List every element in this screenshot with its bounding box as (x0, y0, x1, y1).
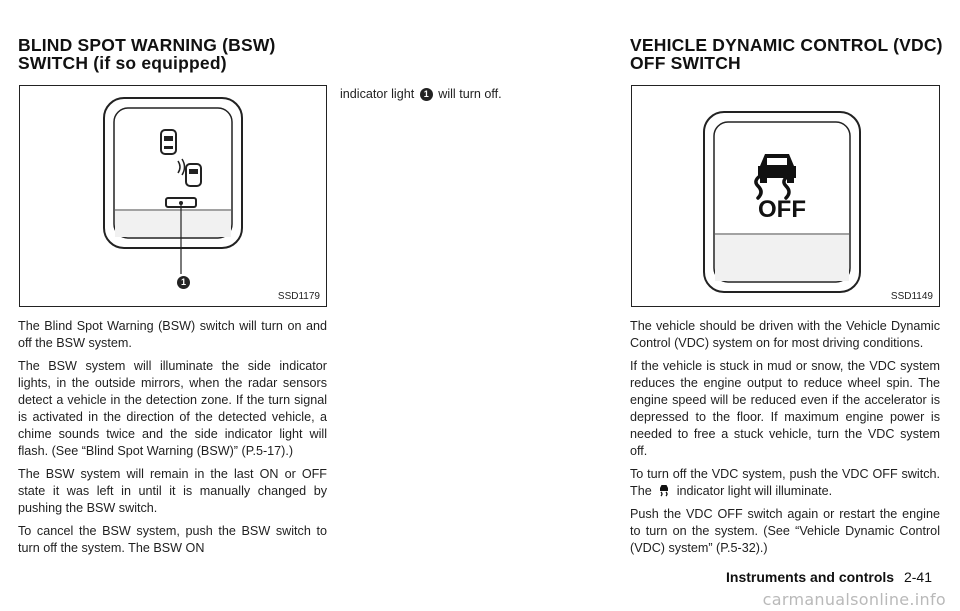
bsw-body (18, 318, 327, 563)
bsw-continued-text (340, 86, 630, 103)
bsw-switch-figure (19, 85, 327, 307)
bsw-callout-1: 1 (177, 276, 190, 289)
bsw-button-lower-shade (115, 211, 231, 237)
bsw-paragraph-2: The BSW system will illuminate the side indicator lights, in the outside mirrors, when the radar sensors detect a vehicle in the detection zone. If the turn signal is activated in the direction of the detected vehicle, a chime sounds twice and the side indicator light will flash. (See “Blind Spot Warning (BSW)” (P.5-17).) (18, 359, 327, 458)
bsw-figure-caption: SSD1179 (277, 291, 320, 302)
vdc-heading-line1: VEHICLE DYNAMIC CONTROL (VDC) (630, 35, 943, 55)
bsw-paragraph-3: The BSW system will remain in the last ON or OFF state it was left in until it is manually changed by pushing the BSW switch. (18, 467, 327, 515)
bsw-heading (18, 36, 276, 72)
vdc-body (630, 318, 940, 563)
vdc-switch-figure (631, 85, 940, 307)
bsw-paragraph-1: The Blind Spot Warning (BSW) switch will turn on and off the BSW system. (18, 319, 327, 350)
vdc-indicator-icon (657, 483, 671, 497)
bsw-callout-dot (179, 201, 183, 205)
vdc-paragraph-4: Push the VDC OFF switch again or restart the engine to turn on the system. (See “Vehicle Dynamic Control (VDC) system” (P.5-32).) (630, 507, 940, 555)
vdc-button-lower-shade (715, 235, 849, 281)
vdc-p3-before: To turn off the VDC system, push the VDC OFF switch. The (630, 467, 940, 498)
bsw-paragraph-4: To cancel the BSW system, push the BSW switch to turn off the system. The BSW ON (18, 524, 327, 555)
indicator-text-after: will turn off. (438, 87, 502, 101)
vdc-off-label: OFF (758, 196, 806, 223)
watermark: carmanualsonline.info (762, 590, 946, 609)
vdc-heading (630, 36, 943, 72)
page-footer (726, 569, 932, 585)
footer-page-number: 2-41 (903, 569, 932, 585)
vdc-figure-caption: SSD1149 (890, 291, 933, 302)
bsw-switch-illustration (20, 86, 326, 306)
indicator-text-before: indicator light (340, 87, 415, 101)
indicator-callout-1: 1 (420, 88, 433, 101)
vdc-paragraph-3 (630, 466, 940, 500)
vdc-heading-line2: OFF SWITCH (630, 53, 741, 73)
bsw-heading-line1: BLIND SPOT WARNING (BSW) (18, 35, 276, 55)
footer-section: Instruments and controls (726, 569, 895, 585)
bsw-heading-line2: SWITCH (if so equipped) (18, 53, 227, 73)
vdc-p3-after: indicator light will illuminate. (676, 484, 833, 498)
vdc-paragraph-2: If the vehicle is stuck in mud or snow, the VDC system reduces the engine output to reduce wheel spin. The engine speed will be reduced even if the accelerator is depressed to the floor. If maximum engine power is needed to free a stuck vehicle, turn the VDC system off. (630, 359, 940, 458)
vdc-paragraph-1: The vehicle should be driven with the Vehicle Dynamic Control (VDC) system on for most driving conditions. (630, 319, 940, 350)
